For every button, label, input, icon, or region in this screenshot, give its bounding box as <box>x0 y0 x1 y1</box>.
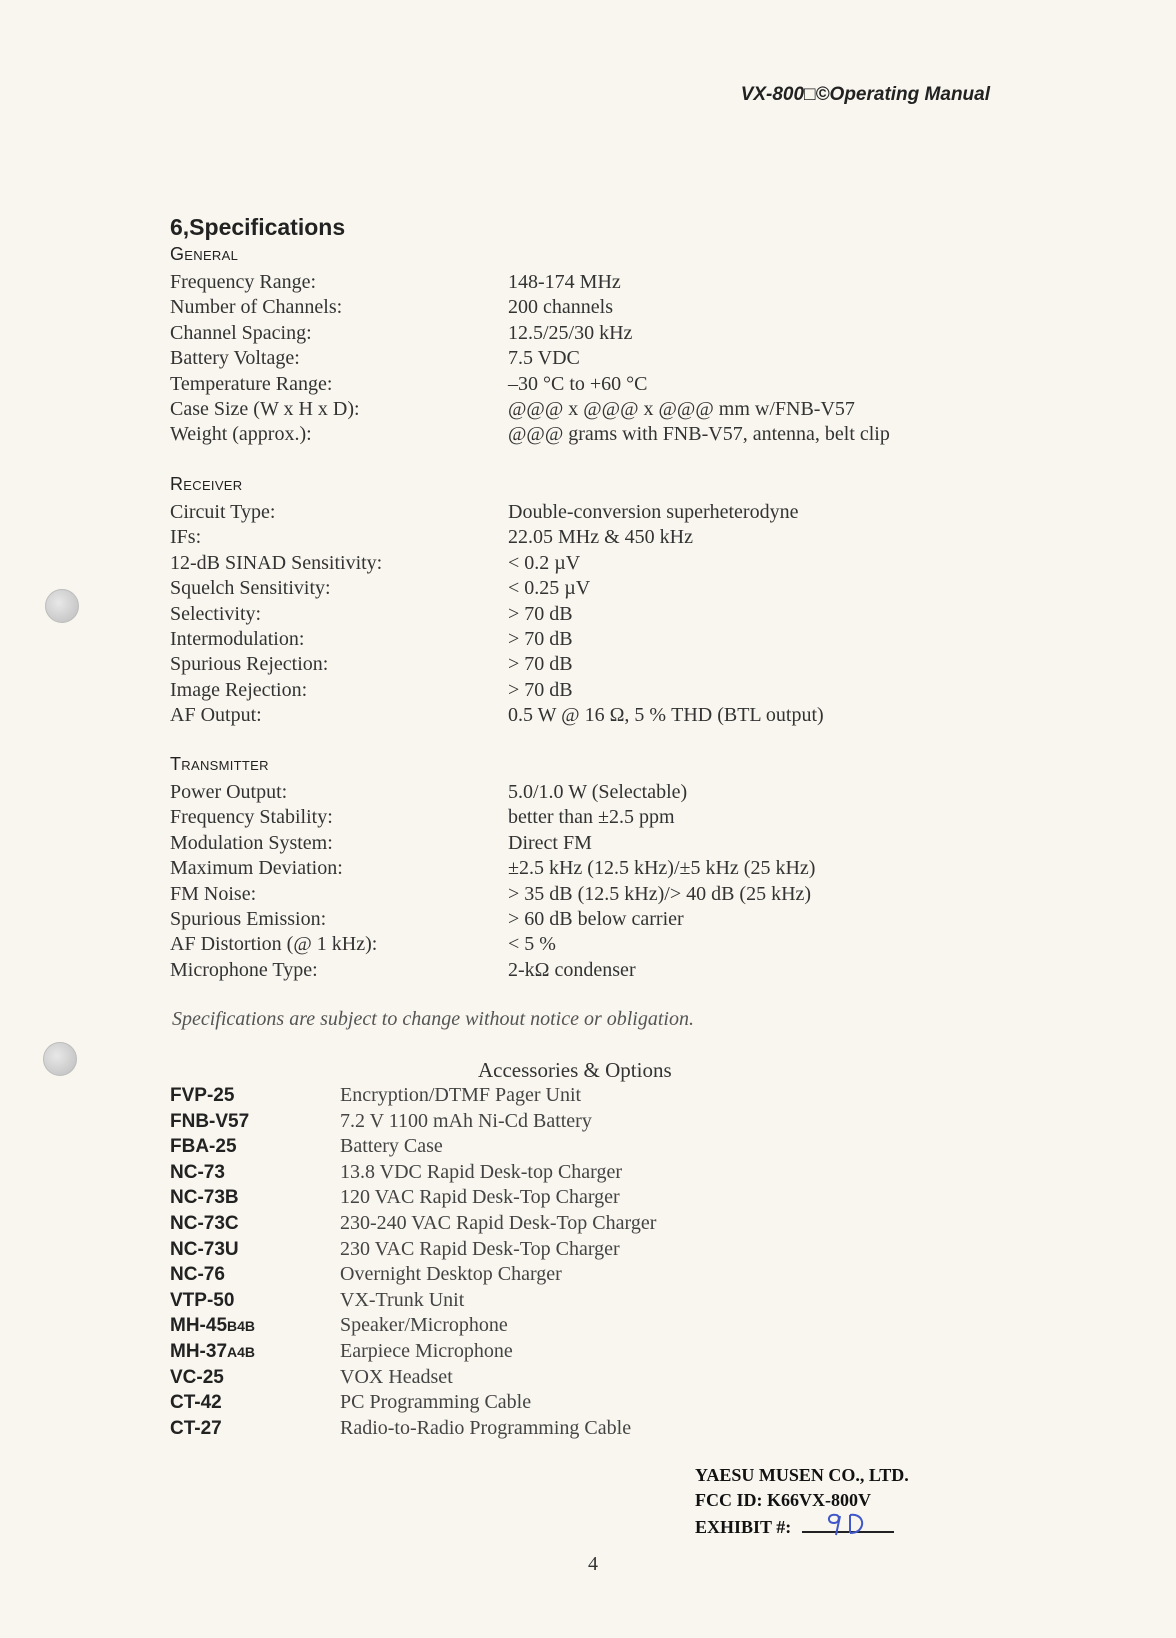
spec-value: 22.05 MHz & 450 kHz <box>508 526 693 549</box>
accessory-model: NC-73B <box>170 1187 239 1209</box>
receiver-heading: Receiver <box>170 474 243 494</box>
spec-value: > 70 dB <box>508 627 573 650</box>
spec-notice: Specifications are subject to change without notice or obligation. <box>172 1008 694 1030</box>
spec-value: > 35 dB (12.5 kHz)/> 40 dB (25 kHz) <box>508 882 812 905</box>
accessory-desc: 120 VAC Rapid Desk-Top Charger <box>340 1186 620 1209</box>
spec-label: FM Noise: <box>170 882 257 905</box>
section-title: 6,Specifications <box>170 214 346 240</box>
fcc-id: FCC ID: K66VX-800V <box>695 1490 871 1510</box>
accessory-model: FBA-25 <box>170 1136 237 1158</box>
spec-label: Weight (approx.): <box>170 423 312 446</box>
spec-value: > 70 dB <box>508 602 573 625</box>
spec-label: AF Output: <box>170 704 262 727</box>
spec-value: –30 °C to +60 °C <box>508 372 648 395</box>
exhibit-label: EXHIBIT #: <box>695 1517 792 1537</box>
page-number: 4 <box>588 1553 598 1575</box>
spec-value: @@@ grams with FNB-V57, antenna, belt clip <box>508 423 890 446</box>
spec-value: 5.0/1.0 W (Selectable) <box>508 781 688 803</box>
spec-label: Spurious Rejection: <box>170 653 329 676</box>
accessory-desc: Encryption/DTMF Pager Unit <box>340 1084 582 1106</box>
accessories-title: Accessories & Options <box>478 1058 672 1082</box>
accessory-desc: 13.8 VDC Rapid Desk-top Charger <box>340 1160 623 1183</box>
spec-label: Intermodulation: <box>170 627 305 650</box>
spec-value: 2-kΩ condenser <box>508 958 636 981</box>
spec-label: Maximum Deviation: <box>170 857 343 880</box>
spec-label: Power Output: <box>170 781 288 803</box>
spec-label: Image Rejection: <box>170 678 308 701</box>
spec-label: 12-dB SINAD Sensitivity: <box>170 551 383 574</box>
exhibit-number-field <box>802 1513 894 1533</box>
accessory-model: VC-25 <box>170 1366 224 1388</box>
accessory-desc: 230-240 VAC Rapid Desk-Top Charger <box>340 1211 657 1234</box>
spec-label: Channel Spacing: <box>170 321 312 344</box>
punch-hole <box>43 1042 77 1076</box>
accessory-model: NC-73 <box>170 1161 225 1183</box>
accessory-desc: VOX Headset <box>340 1365 453 1388</box>
spec-value: > 70 dB <box>508 653 573 676</box>
accessory-model: VTP-50 <box>170 1289 235 1311</box>
spec-label: Temperature Range: <box>170 372 333 395</box>
spec-value: > 70 dB <box>508 678 573 701</box>
spec-label: Squelch Sensitivity: <box>170 577 331 600</box>
accessory-desc: 230 VAC Rapid Desk-Top Charger <box>340 1237 620 1260</box>
spec-label: Microphone Type: <box>170 958 318 981</box>
accessory-model: CT-27 <box>170 1417 222 1439</box>
spec-value: < 0.25 µV <box>508 577 591 600</box>
spec-value: 0.5 W @ 16 Ω, 5 % THD (BTL output) <box>508 704 824 727</box>
handwritten-exhibit-number <box>822 1507 872 1537</box>
spec-value: 7.5 VDC <box>508 347 580 370</box>
spec-label: Number of Channels: <box>170 296 343 319</box>
general-heading: General <box>170 244 239 264</box>
spec-value: @@@ x @@@ x @@@ mm w/FNB-V57 <box>508 397 855 420</box>
spec-label: AF Distortion (@ 1 kHz): <box>170 933 378 956</box>
accessory-model: FVP-25 <box>170 1085 235 1106</box>
transmitter-heading: Transmitter <box>170 754 269 774</box>
spec-value: Double-conversion superheterodyne <box>508 501 799 523</box>
accessory-model: MH-45B4B <box>170 1315 256 1337</box>
spec-label: Battery Voltage: <box>170 347 300 370</box>
accessory-model: NC-73C <box>170 1212 239 1234</box>
company-name: YAESU MUSEN CO., LTD. <box>695 1465 909 1485</box>
spec-value: > 60 dB below carrier <box>508 907 684 930</box>
running-header: VX-800□©Operating Manual <box>740 84 990 105</box>
accessory-model: NC-76 <box>170 1264 225 1286</box>
accessory-desc: Battery Case <box>340 1135 443 1158</box>
accessory-desc: PC Programming Cable <box>340 1391 532 1414</box>
accessory-desc: Radio-to-Radio Programming Cable <box>340 1416 632 1439</box>
accessory-model: FNB-V57 <box>170 1110 250 1132</box>
accessory-desc: Overnight Desktop Charger <box>340 1263 562 1286</box>
spec-value: < 5 % <box>508 933 556 956</box>
punch-hole <box>45 589 79 623</box>
accessory-desc: Earpiece Microphone <box>340 1339 513 1362</box>
spec-label: Spurious Emission: <box>170 907 327 930</box>
spec-label: Circuit Type: <box>170 501 276 523</box>
spec-value: 200 channels <box>508 296 613 319</box>
exhibit-line <box>695 1513 909 1540</box>
spec-value: 148-174 MHz <box>508 271 621 293</box>
accessory-desc: 7.2 V 1100 mAh Ni-Cd Battery <box>340 1109 592 1132</box>
spec-value: better than ±2.5 ppm <box>508 806 675 829</box>
spec-label: Case Size (W x H x D): <box>170 397 360 420</box>
spec-value: Direct FM <box>508 831 592 854</box>
spec-label: Modulation System: <box>170 831 333 854</box>
spec-value: 12.5/25/30 kHz <box>508 321 633 344</box>
accessory-model: CT-42 <box>170 1392 222 1414</box>
spec-label: IFs: <box>170 526 202 549</box>
accessory-model: NC-73U <box>170 1238 239 1260</box>
spec-label: Frequency Range: <box>170 271 317 293</box>
spec-label: Selectivity: <box>170 602 262 625</box>
spec-value: ±2.5 kHz (12.5 kHz)/±5 kHz (25 kHz) <box>508 857 816 880</box>
spec-label: Frequency Stability: <box>170 806 333 829</box>
fcc-stamp <box>695 1463 909 1540</box>
accessory-desc: Speaker/Microphone <box>340 1314 508 1337</box>
accessory-model: MH-37A4B <box>170 1340 256 1362</box>
accessory-desc: VX-Trunk Unit <box>340 1288 465 1311</box>
spec-value: < 0.2 µV <box>508 551 581 574</box>
